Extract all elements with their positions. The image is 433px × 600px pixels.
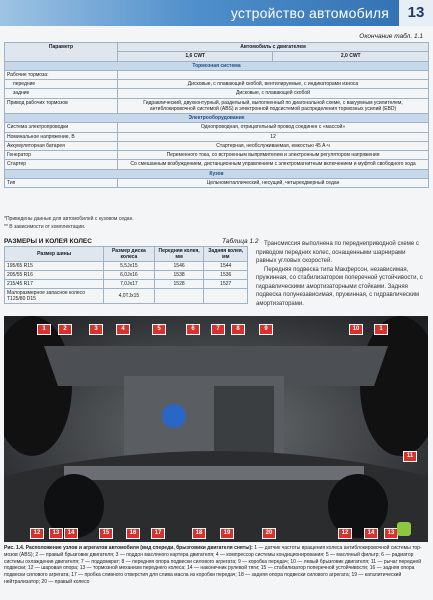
row-value: Стартерная, необслуживаемая, емкостью 45 А·ч (118, 141, 429, 150)
body-paragraph (256, 240, 427, 308)
cell (154, 289, 204, 304)
callout-bottom: 12 (338, 528, 352, 539)
callout-top: 4 (116, 324, 130, 335)
table-row (5, 141, 429, 150)
table-row (5, 262, 248, 271)
sizes-header: Задняя колея, мм (204, 247, 248, 262)
callout-top: 3 (89, 324, 103, 335)
col-header-16: 1,6 CWT (118, 52, 273, 61)
table-row (5, 289, 248, 304)
row-value: Со смешанным возбуждением, дистанционным управлением с электромагнитным включением и муфтой свободного хода (118, 160, 429, 169)
figure-caption (4, 545, 429, 586)
footnote: ** В зависимости от комплектации. (4, 224, 86, 230)
table-row (5, 160, 429, 169)
sizes-header: Размер диска колеса (104, 247, 155, 262)
page-header (0, 0, 433, 26)
table-row (5, 151, 429, 160)
callout-bottom: 15 (99, 528, 113, 539)
cell: 4,0TJx15 (104, 289, 155, 304)
table-row (5, 271, 248, 280)
cell: 215/45 R17 (5, 280, 104, 289)
cell (204, 289, 248, 304)
col-header-auto: Автомобиль с двигателем (118, 43, 429, 52)
callout-top: 10 (349, 324, 363, 335)
cell: 1536 (204, 271, 248, 280)
sizes-header: Передняя колея, мм (154, 247, 204, 262)
table-continuation-label: Окончание табл. 1.1 (359, 33, 423, 40)
oil-filter (162, 404, 186, 428)
callout-bottom: 14 (364, 528, 378, 539)
cell: 1546 (154, 262, 204, 271)
caption-text: 1 — датчик частоты вращения колеса антиблокировочной системы тормозов (ABS); 2 — правый брызговик двигателя; 3 — поддон масляного картера двигателя; 4 — компрессор системы кондиционирования; 5 — масляный фильтр; 6 — радиатор системы охлаждения двигателя; 7 — поддомкрат; 8 — передняя опора подвески силового агрегата; 9 — коробка передач; 10 — левый брызговик двигателя; 11 — рычаг передней подвески; 12 — шаровая опора; 13 — тормозной механизм переднего колеса; 14 — наконечник рулевой тяги; 15 — стабилизатор поперечной устойчивости; 16 — задняя опора подвески силового агрегата; 17 — пробка сливного отверстия для слива масла из коробки передач; 18 — задняя опора подвески силового агрегата; 19 — каталитический нейтрализатор; 20 — правый колесо (4, 545, 422, 585)
callout-bottom: 16 (126, 528, 140, 539)
sizes-table-number: Таблица 1.2 (222, 238, 259, 245)
paragraph-transmission: Трансмиссия выполнена по переднеприводной схеме с приводом передних колес, оснащенными шарнирами равных угловых скоростей. (256, 241, 419, 265)
callout-top: 6 (186, 324, 200, 335)
col-header-param: Параметр (5, 43, 118, 62)
callout-side: 11 (403, 451, 417, 462)
underbody-illustration (4, 316, 428, 542)
stabilizer-bar (64, 466, 364, 480)
section-electric: Электрооборудование (5, 114, 429, 123)
table-row (5, 98, 429, 114)
cell: 5,5Jx15 (104, 262, 155, 271)
row-label: Номинальное напряжение, В (5, 132, 118, 141)
cell: 1538 (154, 271, 204, 280)
page-number: 13 (399, 0, 433, 26)
callout-top: 2 (58, 324, 72, 335)
callout-top: 9 (259, 324, 273, 335)
cell: 6,0Jx16 (104, 271, 155, 280)
row-value: Цельнометаллический, несущий, четырехдверный седан (118, 178, 429, 187)
paragraph-suspension: Передняя подвеска типа Макферсон, независимая, пружинная, со стабилизатором поперечной устойчивости, с гидравлическими амортизаторными стойками. Задняя подвеска полунезависимая, пружинная, с гидравлическим амортизаторами. (256, 266, 423, 307)
row-value: Дисковые, с плавающей скобой (118, 89, 429, 98)
row-label: Рабочие тормоза: (5, 70, 118, 79)
table-row (5, 178, 429, 187)
row-value: Дисковые, с плавающей скобой, вентилируемые, с индикаторами износа (118, 80, 429, 89)
row-label: передние (5, 80, 118, 89)
cell: 195/65 R15 (5, 262, 104, 271)
section-body: Кузов (5, 169, 429, 178)
row-label: Система электропроводки (5, 123, 118, 132)
col-header-20: 2,0 CWT (273, 52, 429, 61)
callout-bottom: 14 (64, 528, 78, 539)
cell: 1528 (154, 280, 204, 289)
callout-bottom: 17 (151, 528, 165, 539)
hint-icon (397, 522, 411, 536)
callout-top: 1 (374, 324, 388, 335)
table-row (5, 70, 429, 79)
callout-bottom: 12 (30, 528, 44, 539)
table-row (5, 80, 429, 89)
row-value: Переменного тока, со встроенным выпрямителем и электронным регулятором напряжения (118, 151, 429, 160)
callout-bottom: 18 (192, 528, 206, 539)
cell: 1544 (204, 262, 248, 271)
sizes-table (4, 246, 248, 304)
row-label: Привод рабочих тормозов (5, 98, 118, 114)
sizes-header: Размер шины (5, 247, 104, 262)
header-title: устройство автомобиля (230, 5, 389, 21)
callout-bottom: 13 (384, 528, 398, 539)
callout-top: 5 (152, 324, 166, 335)
callout-top: 7 (211, 324, 225, 335)
row-value: Однопроводная, отрицательный провод соединен с «массой» (118, 123, 429, 132)
row-label: Аккумуляторная батарея (5, 141, 118, 150)
row-value (118, 70, 429, 79)
section-brakes: Тормозная система (5, 61, 429, 70)
gearbox (214, 386, 274, 456)
right-wheel-lower (328, 474, 388, 538)
row-value: Гидравлический, двухконтурный, раздельный, выполненный по диагональной схеме, с вакуумным усилителем, антиблокировочной системой (ABS) и электронной подсистемой распределения тормозных усилий (EBD) (118, 98, 429, 114)
spec-table (4, 42, 429, 188)
callout-bottom: 13 (49, 528, 63, 539)
sizes-title: РАЗМЕРЫ И КОЛЕЯ КОЛЕС (4, 238, 92, 245)
caption-label: Рис. 1.4. Расположение узлов и агрегатов автомобиля (вид спереди, брызговики двигателя сняты): (4, 545, 253, 551)
row-label: Тип (5, 178, 118, 187)
callout-top: 1 (37, 324, 51, 335)
row-value: 12 (118, 132, 429, 141)
table-row (5, 132, 429, 141)
row-label: Стартер (5, 160, 118, 169)
cell: 7,0Jx17 (104, 280, 155, 289)
callout-bottom: 20 (262, 528, 276, 539)
callout-top: 8 (231, 324, 245, 335)
row-label: Генератор (5, 151, 118, 160)
callout-bottom: 19 (220, 528, 234, 539)
underbody-photo (4, 316, 428, 542)
cell: 1527 (204, 280, 248, 289)
cell: 205/55 R16 (5, 271, 104, 280)
cell: Малоразмерное запасное колесо T125/80 D15 (5, 289, 104, 304)
table-row (5, 280, 248, 289)
table-row (5, 89, 429, 98)
footnote: *Приведены данные для автомобилей с кузовом седан. (4, 216, 134, 222)
table-row (5, 123, 429, 132)
row-label: задние (5, 89, 118, 98)
